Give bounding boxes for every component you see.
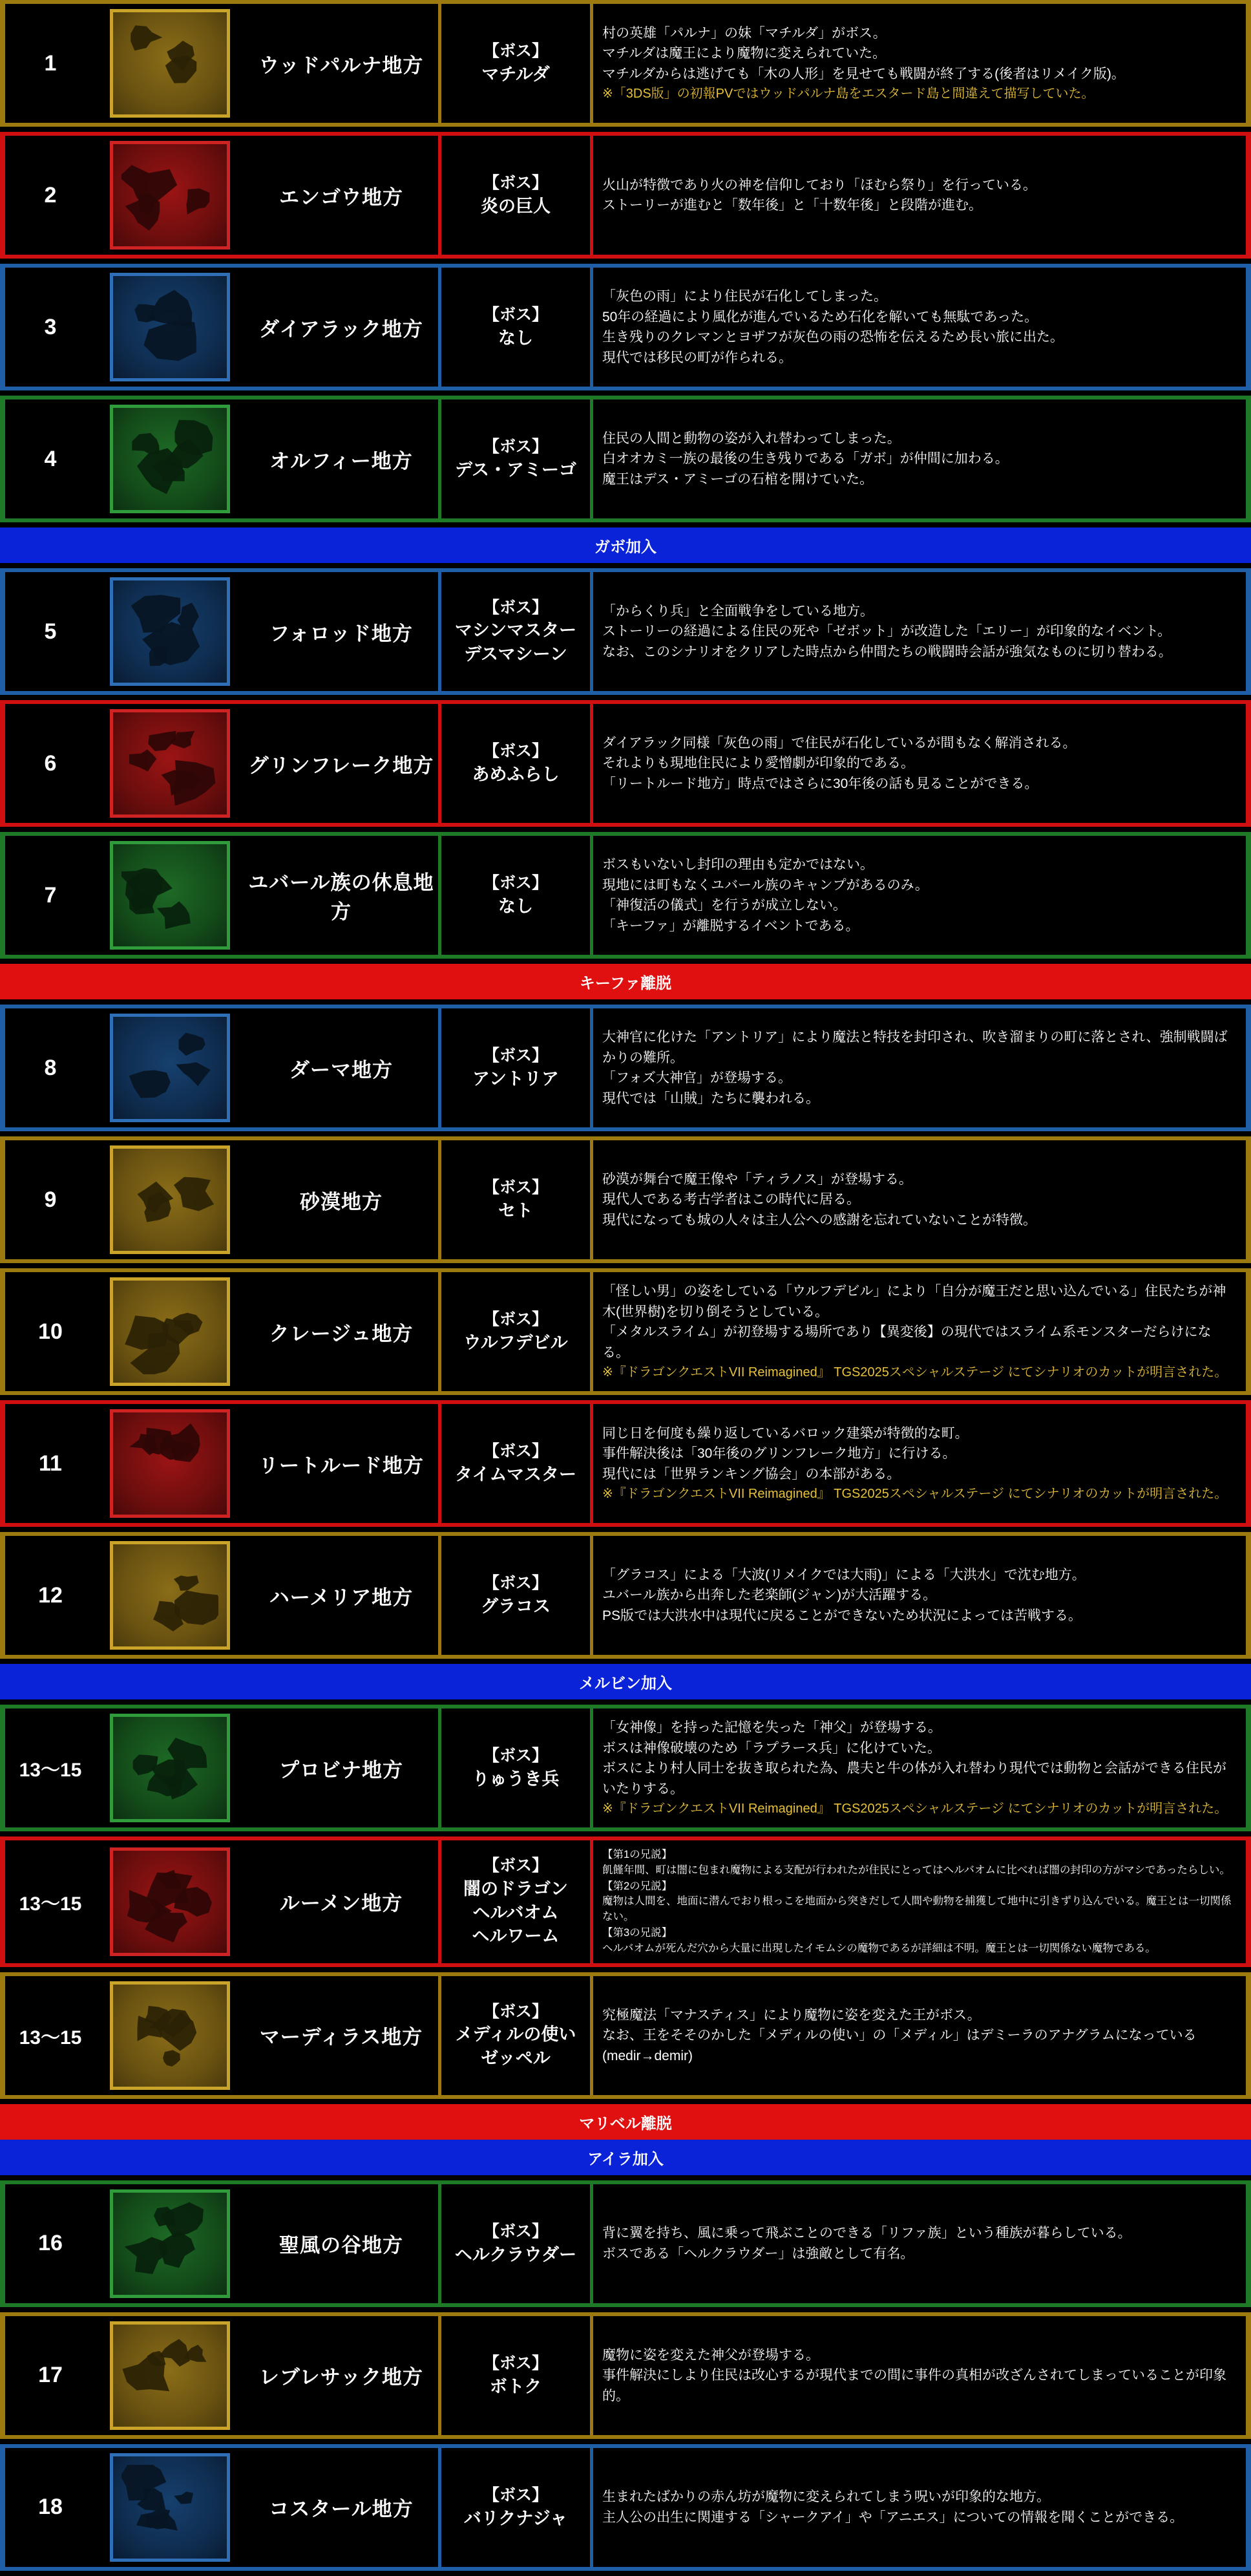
boss-cell xyxy=(438,572,593,691)
description-line: ダイアラック同様「灰色の雨」で住民が石化しているが間もなく解消される。 xyxy=(602,735,1077,750)
table-row xyxy=(0,264,1251,390)
description-line: 住民の人間と動物の姿が入れ替わってしまった。 xyxy=(602,431,901,446)
description-line: ストーリーの経過による住民の死や「ゼボット」が改造した「エリー」が印象的なイベント。 xyxy=(602,624,1172,639)
table-row xyxy=(0,1705,1251,1831)
row-number: 3 xyxy=(5,268,96,387)
description-note: ※『ドラゴンクエストVII Reimagined』 TGS2025スペシャルステージ にてシナリオのカットが明言された。 xyxy=(602,1487,1228,1502)
region-name: レブレサック地方 xyxy=(244,2316,438,2435)
description-line: 飢饉年間、町は闇に包まれ魔物による支配が行われたが住民にとってはヘルバオムに比べれば闇の封印の方がマシであったらしい。 xyxy=(602,1864,1230,1876)
boss-cell xyxy=(438,1708,593,1827)
boss-cell xyxy=(438,1140,593,1259)
boss-tag: 【ボス】 xyxy=(483,1746,548,1765)
table-row xyxy=(0,1532,1251,1659)
boss-name: りゅうき兵 xyxy=(472,1769,560,1789)
row-number: 9 xyxy=(5,1140,96,1259)
description-line: ボスもいないし封印の理由も定かではない。 xyxy=(602,857,874,872)
description-line: 「グラコス」による「大波(リメイクでは大雨)」による「大洪水」で沈む地方。 xyxy=(602,1567,1086,1582)
map-thumbnail-cell xyxy=(96,1140,244,1259)
description-line: 【第1の兄説】 xyxy=(602,1849,673,1860)
description-cell xyxy=(593,1708,1246,1827)
boss-cell xyxy=(438,136,593,255)
description-note: ※「3DS版」の初報PVではウッドパルナ島をエスタード島と間違えて描写していた。 xyxy=(602,87,1095,101)
boss-name: バリクナジャ xyxy=(463,2508,568,2528)
map-thumbnail-cell xyxy=(96,2184,244,2303)
description-line: ヘルバオムが死んだ穴から大量に出現したイモムシの魔物であるが詳細は不明。魔王とは一切関係ない魔物である。 xyxy=(602,1943,1156,1955)
map-icon xyxy=(110,141,230,250)
event-banner: メルビン加入 xyxy=(0,1664,1251,1699)
description-cell xyxy=(593,836,1246,955)
boss-tag: 【ボス】 xyxy=(483,1310,548,1328)
region-name: ダーマ地方 xyxy=(244,1008,438,1127)
description-cell xyxy=(593,1140,1246,1259)
event-banner: アイラ加入 xyxy=(0,2140,1251,2175)
description-line: ボスは神像破壊のため「ラプラース兵」に化けていた。 xyxy=(602,1740,941,1756)
boss-tag: 【ボス】 xyxy=(483,1857,548,1875)
boss-tag: 【ボス】 xyxy=(483,1046,548,1065)
description-line: 白オオカミ一族の最後の生き残りである「ガボ」が仲間に加わる。 xyxy=(602,451,1009,467)
map-thumbnail-cell xyxy=(96,1708,244,1827)
map-icon xyxy=(110,1847,230,1956)
description-line: 現代人である考古学者はこの時代に居る。 xyxy=(602,1192,860,1208)
region-name: 聖風の谷地方 xyxy=(244,2184,438,2303)
map-icon xyxy=(110,1981,230,2090)
description-line: 現代になっても城の人々は主人公への感謝を忘れていないことが特徴。 xyxy=(602,1212,1036,1228)
description-cell xyxy=(593,4,1246,123)
description-cell xyxy=(593,268,1246,387)
description-line: 【第3の兄説】 xyxy=(602,1927,673,1939)
boss-cell xyxy=(438,268,593,387)
description-line: 現代では「山賊」たちに襲われる。 xyxy=(602,1091,819,1106)
region-name: プロビナ地方 xyxy=(244,1708,438,1827)
event-banner: キーファ離脱 xyxy=(0,964,1251,999)
boss-tag: 【ボス】 xyxy=(483,741,548,760)
description-line: 生まれたばかりの赤ん坊が魔物に変えられてしまう呪いが印象的な地方。 xyxy=(602,2489,1050,2505)
row-number: 2 xyxy=(5,136,96,255)
description-line: なお、このシナリオをクリアした時点から仲間たちの戦闘時会話が強気なものに切り替わる。 xyxy=(602,644,1172,659)
map-thumbnail-cell xyxy=(96,1536,244,1655)
region-name: マーディラス地方 xyxy=(244,1976,438,2095)
description-line: 同じ日を何度も繰り返しているバロック建築が特徴的な町。 xyxy=(602,1425,969,1441)
boss-cell xyxy=(438,836,593,955)
boss-tag: 【ボス】 xyxy=(483,598,548,617)
description-cell xyxy=(593,136,1246,255)
map-icon xyxy=(110,841,230,950)
table-row xyxy=(0,1836,1251,1967)
boss-tag: 【ボス】 xyxy=(483,173,548,192)
boss-cell xyxy=(438,1536,593,1655)
table-row xyxy=(0,2180,1251,2307)
description-cell xyxy=(593,399,1246,518)
map-thumbnail-cell xyxy=(96,836,244,955)
map-icon xyxy=(110,1277,230,1386)
row-number: 8 xyxy=(5,1008,96,1127)
description-cell xyxy=(593,1976,1246,2095)
map-thumbnail-cell xyxy=(96,136,244,255)
region-name: グリンフレーク地方 xyxy=(244,704,438,823)
map-icon xyxy=(110,273,230,381)
map-thumbnail-cell xyxy=(96,1976,244,2095)
description-line: マチルダは魔王により魔物に変えられていた。 xyxy=(602,46,887,61)
description-line: 村の英雄「パルナ」の妹「マチルダ」がボス。 xyxy=(602,25,887,41)
description-cell xyxy=(593,572,1246,691)
boss-name: グラコス xyxy=(481,1596,551,1616)
boss-tag: 【ボス】 xyxy=(483,2222,548,2241)
map-icon xyxy=(110,405,230,513)
table-row xyxy=(0,832,1251,959)
boss-name: あめふらし xyxy=(472,764,560,784)
description-cell xyxy=(593,2316,1246,2435)
map-icon xyxy=(110,1145,230,1254)
description-line: 「からくり兵」と全面戦争をしている地方。 xyxy=(602,603,874,619)
boss-name: セト xyxy=(498,1200,533,1220)
boss-name: メディルの使い xyxy=(455,2025,576,2045)
event-banner: ガボ加入 xyxy=(0,527,1251,563)
map-thumbnail-cell xyxy=(96,2448,244,2567)
region-name: エンゴウ地方 xyxy=(244,136,438,255)
map-thumbnail-cell xyxy=(96,1008,244,1127)
map-icon xyxy=(110,1714,230,1822)
description-line: 現代では移民の町が作られる。 xyxy=(602,350,792,365)
description-line: 50年の経過により風化が進んでいるため石化を解いても無駄であった。 xyxy=(602,309,1038,325)
description-line: 生き残りのクレマンとヨザフが灰色の雨の恐怖を伝えるため長い旅に出た。 xyxy=(602,330,1064,345)
row-number: 16 xyxy=(5,2184,96,2303)
description-line: 「フォズ大神官」が登場する。 xyxy=(602,1070,792,1085)
boss-name: デスマシーン xyxy=(464,644,567,664)
boss-name: ヘルバオム xyxy=(472,1902,559,1922)
boss-tag: 【ボス】 xyxy=(483,2486,548,2504)
boss-name: ヘルクラウダー xyxy=(454,2244,577,2264)
description-note: ※『ドラゴンクエストVII Reimagined』 TGS2025スペシャルステージ にてシナリオのカットが明言された。 xyxy=(602,1802,1228,1816)
description-cell xyxy=(593,2448,1246,2567)
boss-tag: 【ボス】 xyxy=(483,2354,548,2372)
map-icon xyxy=(110,709,230,818)
table-row xyxy=(0,396,1251,522)
description-line: ボスにより村人同士を抜き取られた為、農夫と牛の体が入れ替わり現代では動物と会話ができる住民がいたりする。 xyxy=(602,1761,1226,1796)
region-name: オルフィー地方 xyxy=(244,399,438,518)
boss-name: ウルフデビル xyxy=(463,1332,568,1352)
description-line: 主人公の出生に関連する「シャークアイ」や「アニエス」についての情報を聞くことができる。 xyxy=(602,2509,1184,2525)
boss-tag: 【ボス】 xyxy=(483,437,548,456)
table-row xyxy=(0,132,1251,259)
row-number: 7 xyxy=(5,836,96,955)
row-number: 5 xyxy=(5,572,96,691)
event-banner: マリベル離脱 xyxy=(0,2104,1251,2140)
region-name: ウッドパルナ地方 xyxy=(244,4,438,123)
region-name: リートルード地方 xyxy=(244,1404,438,1523)
description-cell xyxy=(593,1840,1246,1963)
map-icon xyxy=(110,1409,230,1518)
boss-cell xyxy=(438,1272,593,1391)
description-line: 現代には「世界ランキング協会」の本部がある。 xyxy=(602,1466,901,1482)
description-cell xyxy=(593,1008,1246,1127)
region-name: ユバール族の休息地方 xyxy=(244,836,438,955)
row-number: 13〜15 xyxy=(5,1840,96,1963)
description-line: マチルダからは逃げても「木の人形」を見せても戦闘が終了する(後者はリメイク版)。 xyxy=(602,66,1125,81)
description-line: それよりも現地住民により愛憎劇が印象的である。 xyxy=(602,756,914,771)
row-number: 6 xyxy=(5,704,96,823)
map-icon xyxy=(110,2189,230,2298)
map-thumbnail-cell xyxy=(96,2316,244,2435)
boss-cell xyxy=(438,704,593,823)
row-number: 4 xyxy=(5,399,96,518)
boss-cell xyxy=(438,1008,593,1127)
region-name: ハーメリア地方 xyxy=(244,1536,438,1655)
description-line: PS版では大洪水中は現代に戻ることができないため状況によっては苦戦する。 xyxy=(602,1608,1082,1623)
boss-tag: 【ボス】 xyxy=(483,1178,548,1197)
boss-tag: 【ボス】 xyxy=(483,873,548,892)
boss-name: マチルダ xyxy=(481,64,550,84)
description-line: 大神官に化けた「アントリア」により魔法と特技を封印され、吹き溜まりの町に落とされ、強制戦闘ばかりの難所。 xyxy=(602,1030,1228,1065)
description-line: ユバール族から出奔した老楽師(ジャン)が大活躍する。 xyxy=(602,1588,937,1603)
map-thumbnail-cell xyxy=(96,4,244,123)
description-cell xyxy=(593,1272,1246,1391)
boss-cell xyxy=(438,2184,593,2303)
description-line: 魔物は人間を、地面に潜んでおり根っこを地面から突きだして人間や動物を捕獲して地中に引きずり込んでいる。魔王とは一切関係ない。 xyxy=(602,1895,1232,1923)
boss-cell xyxy=(438,1976,593,2095)
table-row xyxy=(0,0,1251,127)
description-line: 火山が特徴であり火の神を信仰しており「ほむら祭り」を行っている。 xyxy=(602,177,1036,193)
description-line: ストーリーが進むと「数年後」と「十数年後」と段階が進む。 xyxy=(602,198,982,213)
description-line: 「怪しい男」の姿をしている「ウルフデビル」により「自分が魔王だと思い込んでいる」住民たちが神木(世界樹)を切り倒そうとしている。 xyxy=(602,1284,1226,1319)
boss-cell xyxy=(438,1840,593,1963)
map-icon xyxy=(110,2321,230,2430)
boss-name: デス・アミーゴ xyxy=(455,460,576,480)
map-thumbnail-cell xyxy=(96,572,244,691)
boss-cell xyxy=(438,399,593,518)
row-number: 13〜15 xyxy=(5,1708,96,1827)
boss-tag: 【ボス】 xyxy=(483,41,548,60)
table-row xyxy=(0,1268,1251,1395)
description-line: 現地には町もなくユバール族のキャンプがあるのみ。 xyxy=(602,877,929,893)
description-line: 「神復活の儀式」を行うが成立しない。 xyxy=(602,898,846,913)
region-name: クレージュ地方 xyxy=(244,1272,438,1391)
boss-cell xyxy=(438,4,593,123)
map-icon xyxy=(110,2453,230,2562)
boss-name: なし xyxy=(498,328,533,348)
row-number: 13〜15 xyxy=(5,1976,96,2095)
table-row xyxy=(0,1005,1251,1131)
boss-cell xyxy=(438,1404,593,1523)
description-line: 砂漠が舞台で魔王像や「ティラノス」が登場する。 xyxy=(602,1171,912,1187)
row-number: 11 xyxy=(5,1404,96,1523)
description-line: 「メタルスライム」が初登場する場所であり【異変後】の現代ではスライム系モンスターだらけになる。 xyxy=(602,1325,1212,1360)
map-thumbnail-cell xyxy=(96,1272,244,1391)
boss-tag: 【ボス】 xyxy=(483,2002,548,2021)
description-line: 究極魔法「マナスティス」により魔物に姿を変えた王がボス。 xyxy=(602,2007,981,2023)
description-cell xyxy=(593,2184,1246,2303)
map-thumbnail-cell xyxy=(96,1404,244,1523)
boss-tag: 【ボス】 xyxy=(483,1573,548,1592)
region-name: フォロッド地方 xyxy=(244,572,438,691)
table-row xyxy=(0,2312,1251,2439)
map-thumbnail-cell xyxy=(96,268,244,387)
description-line: なお、王をそそのかした「メディルの使い」の「メディル」はデミーラのアナグラムになっている(medir→demir) xyxy=(602,2028,1197,2063)
map-icon xyxy=(110,577,230,686)
row-number: 17 xyxy=(5,2316,96,2435)
table-row xyxy=(0,1972,1251,2099)
boss-cell xyxy=(438,2316,593,2435)
boss-name: ゼッペル xyxy=(481,2048,551,2068)
description-cell xyxy=(593,704,1246,823)
row-number: 10 xyxy=(5,1272,96,1391)
boss-tag: 【ボス】 xyxy=(483,1442,548,1460)
boss-cell xyxy=(438,2448,593,2567)
region-name: コスタール地方 xyxy=(244,2448,438,2567)
boss-name: マシンマスター xyxy=(454,621,577,641)
row-number: 1 xyxy=(5,4,96,123)
description-line: ボスである「ヘルクラウダー」は強敵として有名。 xyxy=(602,2246,914,2261)
table-row xyxy=(0,1136,1251,1263)
boss-name: 炎の巨人 xyxy=(481,196,551,216)
boss-name: アントリア xyxy=(472,1069,559,1089)
description-line: 「キーファ」が離脱するイベントである。 xyxy=(602,918,859,933)
map-icon xyxy=(110,9,230,118)
description-line: 【第2の兄説】 xyxy=(602,1880,673,1892)
map-thumbnail-cell xyxy=(96,1840,244,1963)
boss-name: ボトク xyxy=(489,2376,542,2396)
table-row xyxy=(0,700,1251,827)
row-number: 12 xyxy=(5,1536,96,1655)
boss-name: 闇のドラゴン xyxy=(463,1879,568,1899)
description-line: 事件解決後は「30年後のグリンフレーク地方」に行ける。 xyxy=(602,1446,956,1462)
map-icon xyxy=(110,1014,230,1122)
region-name: 砂漠地方 xyxy=(244,1140,438,1259)
description-note: ※『ドラゴンクエストVII Reimagined』 TGS2025スペシャルステージ にてシナリオのカットが明言された。 xyxy=(602,1365,1228,1379)
boss-name: ヘルワーム xyxy=(472,1926,560,1946)
boss-name: なし xyxy=(498,896,533,916)
table-row xyxy=(0,2444,1251,2571)
boss-tag: 【ボス】 xyxy=(483,305,548,324)
boss-name: タイムマスター xyxy=(455,1464,576,1484)
description-line: 「女神像」を持った記憶を失った「神父」が登場する。 xyxy=(602,1720,941,1735)
table-row xyxy=(0,568,1251,695)
row-number: 18 xyxy=(5,2448,96,2567)
description-line: 事件解決にしより住民は改心するが現代までの間に事件の真相が改ざんされてしまっていることが印象的。 xyxy=(602,2368,1226,2403)
map-icon xyxy=(110,1541,230,1650)
description-line: 「灰色の雨」により住民が石化してしまった。 xyxy=(602,289,887,304)
map-thumbnail-cell xyxy=(96,704,244,823)
description-line: 背に翼を持ち、風に乗って飛ぶことのできる「リファ族」という種族が暮らしている。 xyxy=(602,2226,1131,2241)
map-thumbnail-cell xyxy=(96,399,244,518)
table-row xyxy=(0,1400,1251,1527)
description-line: 「リートルード地方」時点ではさらに30年後の話も見ることができる。 xyxy=(602,776,1038,791)
description-cell xyxy=(593,1404,1246,1523)
description-cell xyxy=(593,1536,1246,1655)
region-name: ダイアラック地方 xyxy=(244,268,438,387)
description-line: 魔王はデス・アミーゴの石棺を開けていた。 xyxy=(602,471,874,487)
region-name: ルーメン地方 xyxy=(244,1840,438,1963)
description-line: 魔物に姿を変えた神父が登場する。 xyxy=(602,2347,819,2363)
